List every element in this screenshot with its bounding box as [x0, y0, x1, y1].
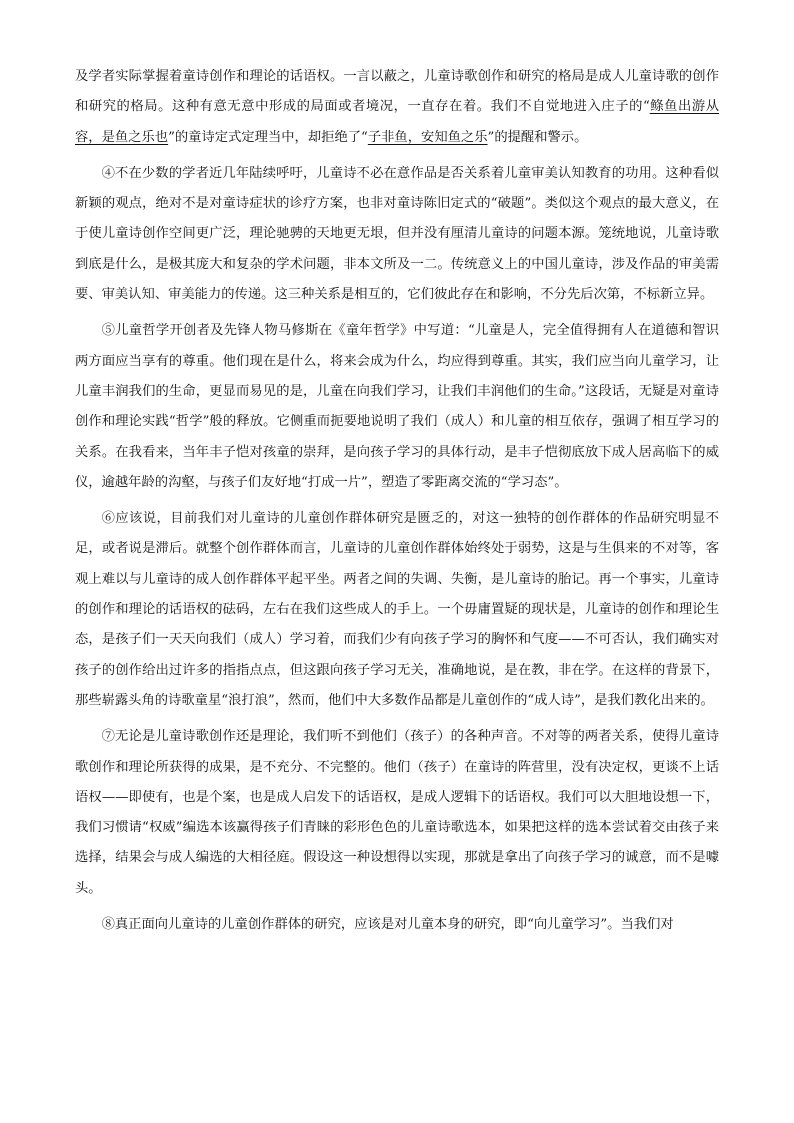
text-segment: ⑥应该说，目前我们对儿童诗的儿童创作群体研究是匮乏的，对这一独特的创作群体的作品研究明显不足，或者说是滞后。就整个创作群体而言，儿童诗的儿童创作群体始终处于弱势，这是与生俱来的不对等，客观上难以与儿童诗的成人创作群体平起平坐。两者之间的失调、失衡，是儿童诗的胎记。再一个事实，儿童诗的创作和理论的话语权的砝码，左右在我们这些成人的手上。一个毋庸置疑的现状是，儿童诗的创作和理论生态，是孩子们一天天向我们（成人）学习着，而我们少有向孩子学习的胸怀和气度——不可否认，我们确实对孩子的创作给出过许多的指指点点，但这跟向孩子学习无关，准确地说，是在教，非在学。在这样的背景下，那些崭露头角的诗歌童星“浪打浪”，然而，他们中大多数作品都是儿童创作的“成人诗”，是我们教化出来的。: [75, 511, 719, 708]
text-segment: ⑧真正面向儿童诗的儿童创作群体的研究，应该是对儿童本身的研究，即“向儿童学习”。当我们对: [101, 917, 674, 933]
article-body: [75, 62, 719, 940]
paragraph: [75, 62, 719, 153]
document-page: [75, 62, 719, 946]
paragraph: [75, 504, 719, 716]
text-segment: ⑤儿童哲学开创者及先锋人物马修斯在《童年哲学》中写道：“儿童是人，完全值得拥有人在道德和智识两方面应当享有的尊重。他们现在是什么，将来会成为什么，均应得到尊重。其实，我们应当向儿童学习，让儿童丰润我们的生命，更显而易见的是，儿童在向我们学习，让我们丰润他们的生命。”这段话，无疑是对童诗创作和理论实践“哲学”般的释放。它侧重而扼要地说明了我们（成人）和儿童的相互依存，强调了相互学习的关系。在我看来，当年丰子恺对孩童的崇拜，是向孩子学习的具体行动，是丰子恺彻底放下成人居高临下的威仪，逾越年龄的沟壑，与孩子们友好地“打成一片”，塑造了零距离交流的“学习态”。: [75, 323, 719, 490]
text-segment: ④不在少数的学者近几年陆续呼吁，儿童诗不必在意作品是否关系着儿童审美认知教育的功用。这种看似新颖的观点，绝对不是对童诗症状的诊疗方案，也非对童诗陈旧定式的“破题”。类似这个观点的最大意义，在于使儿童诗创作空间更广泛，理论驰骋的天地更无垠，但并没有厘清儿童诗的问题本源。笼统地说，儿童诗歌到底是什么，是极其庞大和复杂的学术问题，非本文所及一二。传统意义上的中国儿童诗，涉及作品的审美需要、审美认知、审美能力的传递。这三种关系是相互的，它们彼此存在和影响，不分先后次第，不标新立异。: [75, 165, 719, 303]
underlined-quote: 子非鱼，安知鱼之乐: [367, 129, 488, 145]
text-segment: ⑦无论是儿童诗歌创作还是理论，我们听不到他们（孩子）的各种声音。不对等的两者关系，使得儿童诗歌创作和理论所获得的成果，是不充分、不完整的。他们（孩子）在童诗的阵营里，没有决定权，更谈不上话语权——即使有，也是个案，也是成人启发下的话语权，是成人逻辑下的话语权。我们可以大胆地设想一下，我们习惯请“权威”编选本该赢得孩子们青睐的彩形色色的儿童诗歌选本，如果把这样的选本尝试着交由孩子来选择，结果会与成人编选的大相径庭。假设这一种设想得以实现，那就是拿出了向孩子学习的诚意，而不是噱头。: [75, 729, 719, 896]
paragraph: [75, 722, 719, 904]
paragraph: [75, 910, 719, 940]
underlined-quote: 鲦鱼出游从容，是鱼之乐也: [75, 99, 720, 145]
paragraph: [75, 316, 719, 498]
text-segment: ”的提醒和警示。: [487, 129, 588, 145]
text-segment: 及学者实际掌握着童诗创作和理论的话语权。一言以蔽之，儿童诗歌创作和研究的格局是成人儿童诗歌的创作和研究的格局。这种有意无意中形成的局面或者境况，一直存在着。我们不自觉地进入庄子的“: [75, 69, 719, 115]
paragraph: [75, 159, 719, 310]
text-segment: ”的童诗定式定理当中，却拒绝了“: [168, 129, 368, 145]
